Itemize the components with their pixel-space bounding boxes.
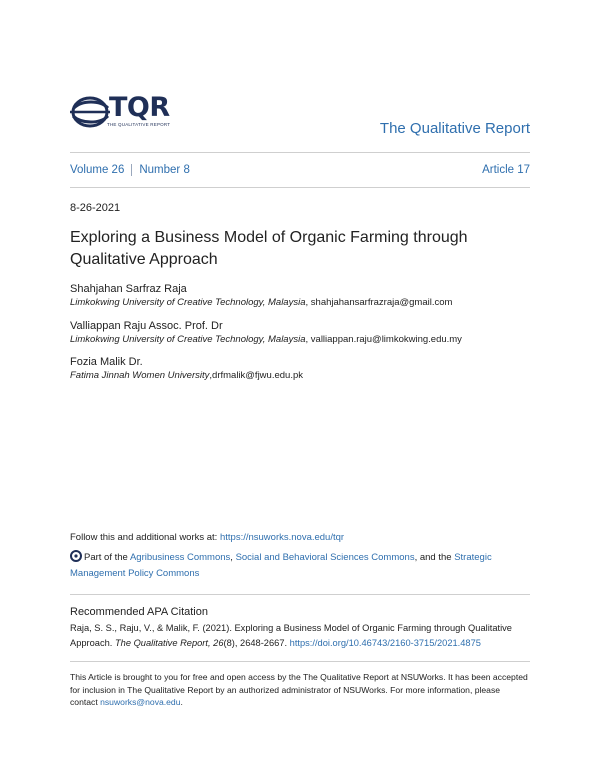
article-link[interactable]: Article 17 <box>482 164 530 176</box>
volume-link[interactable]: Volume 26 <box>70 164 125 176</box>
author-affiliation: Limkokwing University of Creative Technology, Malaysia, valliappan.raju@limkokwing.edu.my <box>70 334 462 345</box>
follow-line <box>70 532 344 543</box>
journal-name-link[interactable]: The Qualitative Report <box>379 120 530 137</box>
divider <box>70 594 530 595</box>
network-icon <box>70 550 82 562</box>
author-affiliation: Limkokwing University of Creative Technology, Malaysia, shahjahansarfrazraja@gmail.com <box>70 297 453 308</box>
author-email: valliappan.raju@limkokwing.edu.my <box>310 334 462 345</box>
citation-journal: The Qualitative Report, 26 <box>114 638 224 648</box>
part-of-line <box>70 550 520 582</box>
publication-date: 8-26-2021 <box>70 202 121 214</box>
agribusiness-commons-link[interactable]: Agribusiness Commons <box>129 552 231 563</box>
citation-text-part: Raja, S. S., Raju, V., & Malik, F. (2021). Exploring a Business Model of Organic Farming through Qualitative Approach. <box>70 623 512 648</box>
logo-tagline: THE QUALITATIVE REPORT <box>107 122 171 127</box>
article-title: Exploring a Business Model of Organic Farming through Qualitative Approach <box>70 229 468 268</box>
citation-text-part: (8), 2648-2667. <box>223 638 290 648</box>
divider <box>70 152 530 153</box>
logo-text: TQR <box>109 92 170 123</box>
author-institution: Limkokwing University of Creative Technology, Malaysia <box>70 334 306 345</box>
contact-email-link[interactable]: nsuworks@nova.edu <box>100 697 181 707</box>
issue-info <box>70 164 530 176</box>
divider <box>70 661 530 662</box>
notice-end: . <box>180 697 183 707</box>
notice-text: This Article is brought to you for free and open access by the The Qualitative Report at NSUWorks. It has been accepted for inclusion in The Qualitative Report by an authorized administrator of NSUWorks. For more information, please contact <box>70 672 528 707</box>
social-behavioral-commons-link[interactable]: Social and Behavioral Sciences Commons <box>235 552 415 563</box>
doi-link[interactable]: https://doi.org/10.46743/2160-3715/2021.4875 <box>289 638 481 648</box>
tqr-url-link[interactable]: https://nsuworks.nova.edu/tqr <box>219 532 345 543</box>
separator-text: , <box>230 552 236 563</box>
author-email: shahjahansarfrazraja@gmail.com <box>310 297 453 308</box>
separator <box>131 164 132 176</box>
divider <box>70 187 530 188</box>
author-email: drfmalik@fjwu.edu.pk <box>212 370 303 381</box>
separator-text: , and the <box>414 552 455 563</box>
citation-heading: Recommended APA Citation <box>70 606 208 618</box>
author-name: Fozia Malik Dr. <box>70 356 143 368</box>
globe-icon <box>70 92 110 132</box>
access-notice <box>70 671 530 709</box>
author-name: Valliappan Raju Assoc. Prof. Dr <box>70 320 223 332</box>
author-institution: Limkokwing University of Creative Technology, Malaysia <box>70 297 306 308</box>
author-institution: Fatima Jinnah Women University <box>70 370 210 381</box>
part-of-prefix: Part of the <box>84 552 130 563</box>
follow-text: Follow this and additional works at: <box>70 532 220 543</box>
author-affiliation: Fatima Jinnah Women University,drfmalik@fjwu.edu.pk <box>70 370 303 381</box>
tqr-logo <box>70 92 186 132</box>
strategic-management-commons-link[interactable]: Strategic Management Policy Commons <box>70 552 492 579</box>
citation-text <box>70 621 530 651</box>
author-name: Shahjahan Sarfraz Raja <box>70 283 187 295</box>
number-link[interactable]: Number 8 <box>139 164 190 176</box>
